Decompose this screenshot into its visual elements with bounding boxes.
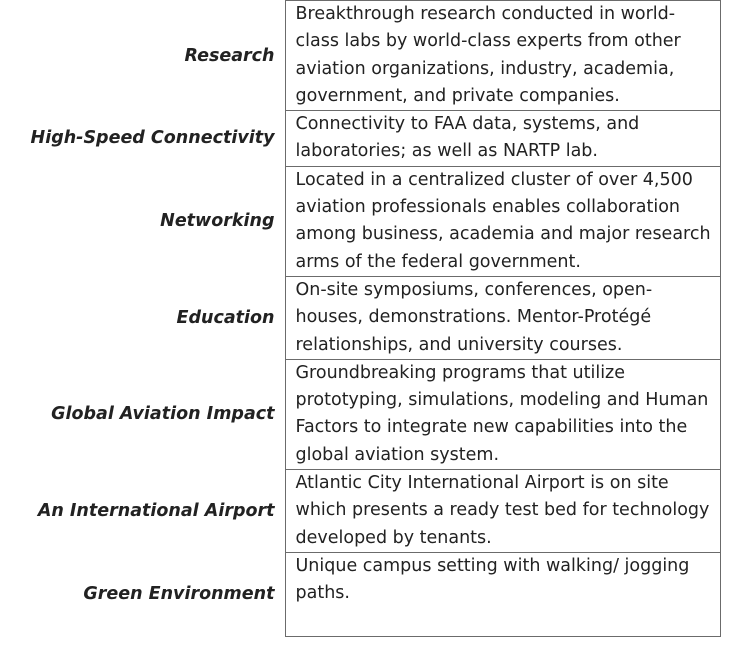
row-description-networking: Located in a centralized cluster of over 4,500 aviation professionals enables collaboration among business, academia and major research arms of the federal government. — [285, 166, 720, 276]
row-description-green-environment: Unique campus setting with walking/ jogging paths. — [285, 552, 720, 636]
row-label-green-environment: Green Environment — [83, 584, 275, 605]
table-row — [0, 166, 720, 276]
row-description-education: On-site symposiums, conferences, open-houses, demonstrations. Mentor-Protégé relationships, and university courses. — [285, 276, 720, 359]
row-label-education: Education — [176, 307, 275, 328]
row-label-research: Research — [184, 45, 275, 66]
table-row — [0, 276, 720, 359]
table-row — [0, 111, 720, 167]
row-description-international-airport: Atlantic City International Airport is on site which presents a ready test bed for technology developed by tenants. — [285, 470, 720, 553]
row-label-international-airport: An International Airport — [37, 500, 275, 521]
row-label-high-speed-connectivity: High-Speed Connectivity — [30, 128, 275, 149]
row-description-research: Breakthrough research conducted in world-class labs by world-class experts from other aviation organizations, industry, academia, government, and private companies. — [285, 1, 720, 111]
row-label-global-aviation-impact: Global Aviation Impact — [51, 404, 275, 425]
table-row — [0, 359, 720, 469]
row-description-global-aviation-impact: Groundbreaking programs that utilize prototyping, simulations, modeling and Human Factors to integrate new capabilities into the global aviation system. — [285, 359, 720, 469]
table-row — [0, 552, 720, 636]
table-row — [0, 1, 720, 111]
row-description-high-speed-connectivity: Connectivity to FAA data, systems, and laboratories; as well as NARTP lab. — [285, 111, 720, 167]
table-row — [0, 470, 720, 553]
row-label-networking: Networking — [160, 211, 275, 232]
